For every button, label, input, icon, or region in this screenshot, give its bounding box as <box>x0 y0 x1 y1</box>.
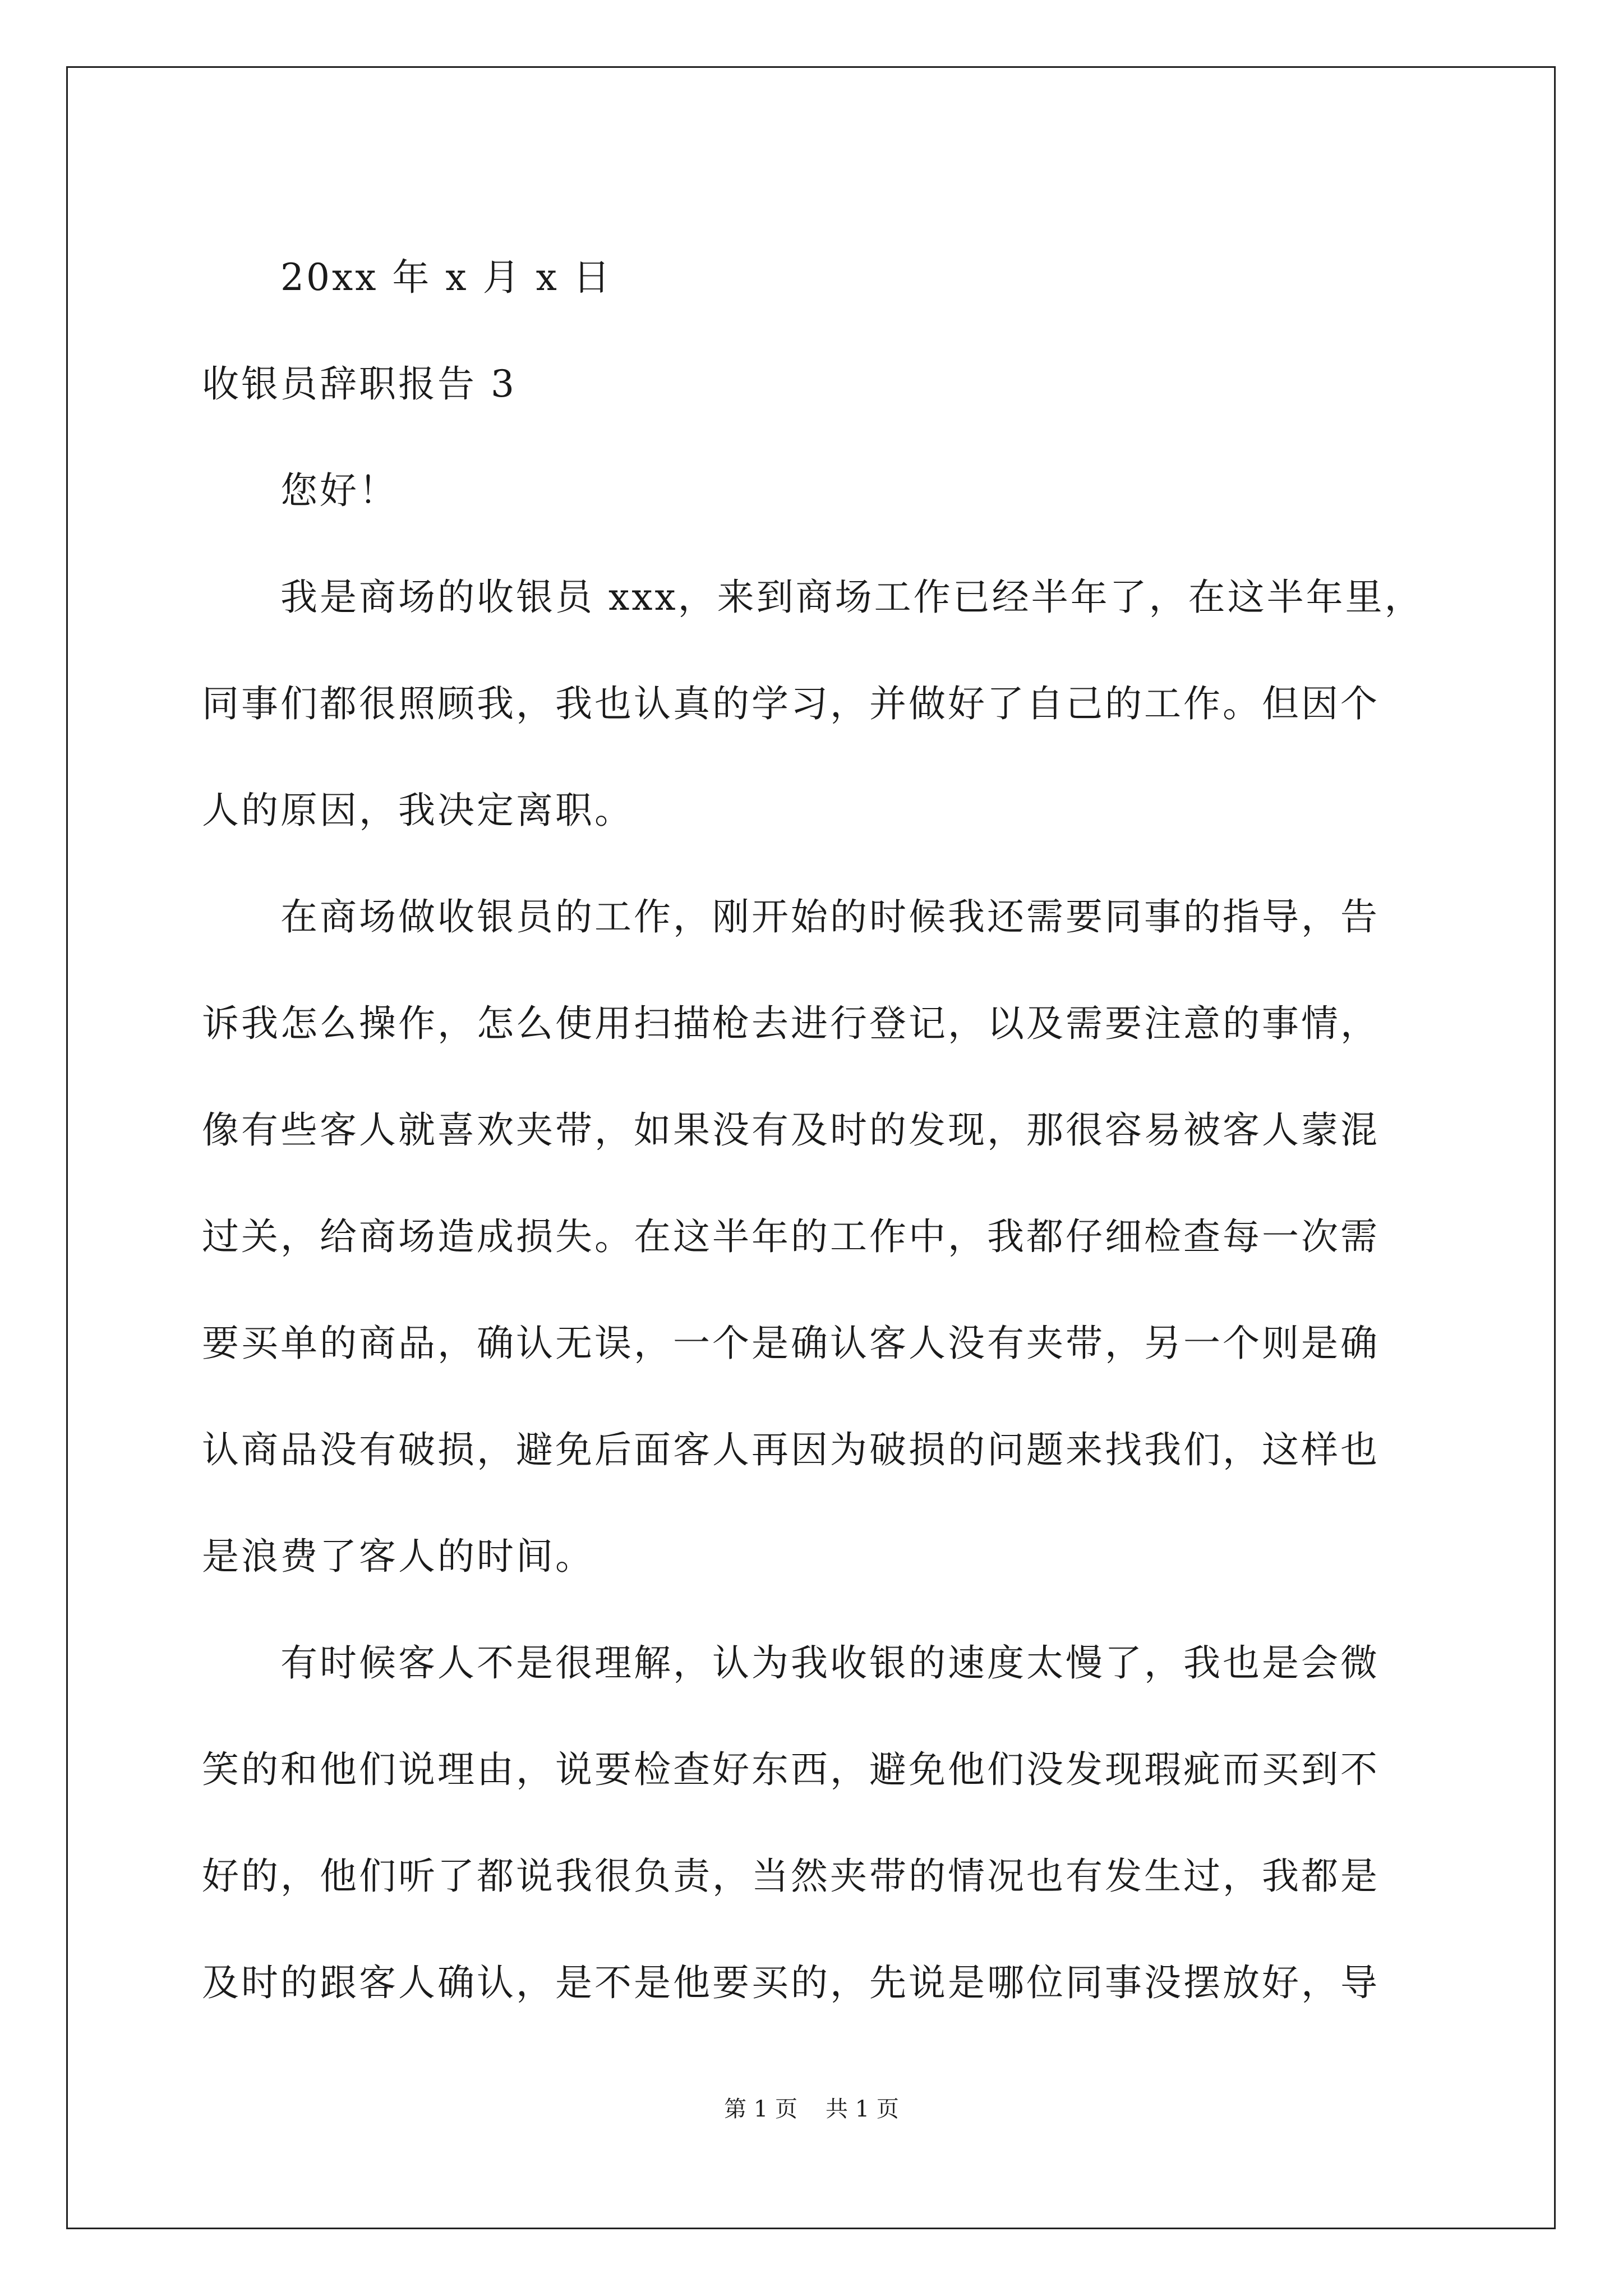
document-body <box>202 224 1430 2036</box>
greeting: 您好！ <box>280 469 398 512</box>
paragraph-line: 同事们都很照顾我，我也认真的学习，并做好了自己的工作。但因个 <box>202 682 1380 725</box>
date-line: 20xx 年 x 月 x 日 <box>280 256 612 299</box>
paragraph-line: 像有些客人就喜欢夹带，如果没有及时的发现，那很容易被客人蒙混 <box>202 1108 1380 1152</box>
paragraph-line: 我是商场的收银员 xxx，来到商场工作已经半年了，在这半年里， <box>280 576 1424 619</box>
paragraph-3 <box>202 1610 1430 2036</box>
paragraph-line: 及时的跟客人确认，是不是他要买的，先说是哪位同事没摆放好，导 <box>202 1961 1380 2004</box>
paragraph-line: 认商品没有破损，避免后面客人再因为破损的问题来找我们，这样也 <box>202 1428 1380 1471</box>
page-number-current: 第 1 页 <box>724 2096 797 2122</box>
paragraph-2 <box>202 864 1430 1610</box>
paragraph-line: 人的原因，我决定离职。 <box>202 789 634 832</box>
paragraph-line: 是浪费了客人的时间。 <box>202 1535 594 1578</box>
page-footer <box>0 2095 1623 2123</box>
paragraph-line: 诉我怎么操作，怎么使用扫描枪去进行登记，以及需要注意的事情， <box>202 1002 1380 1045</box>
document-title: 收银员辞职报告 3 <box>202 362 517 406</box>
paragraph-line: 在商场做收银员的工作，刚开始的时候我还需要同事的指导，告 <box>280 895 1380 938</box>
page-number-total: 共 1 页 <box>826 2096 899 2122</box>
paragraph-line: 有时候客人不是很理解，认为我收银的速度太慢了，我也是会微 <box>280 1641 1380 1685</box>
paragraph-line: 过关，给商场造成损失。在这半年的工作中，我都仔细检查每一次需 <box>202 1215 1380 1258</box>
paragraph-1 <box>202 544 1430 864</box>
paragraph-line: 笑的和他们说理由，说要检查好东西，避免他们没发现瑕疵而买到不 <box>202 1748 1380 1791</box>
paragraph-line: 好的，他们听了都说我很负责，当然夹带的情况也有发生过，我都是 <box>202 1855 1380 1898</box>
paragraph-line: 要买单的商品，确认无误，一个是确认客人没有夹带，另一个则是确 <box>202 1322 1380 1365</box>
